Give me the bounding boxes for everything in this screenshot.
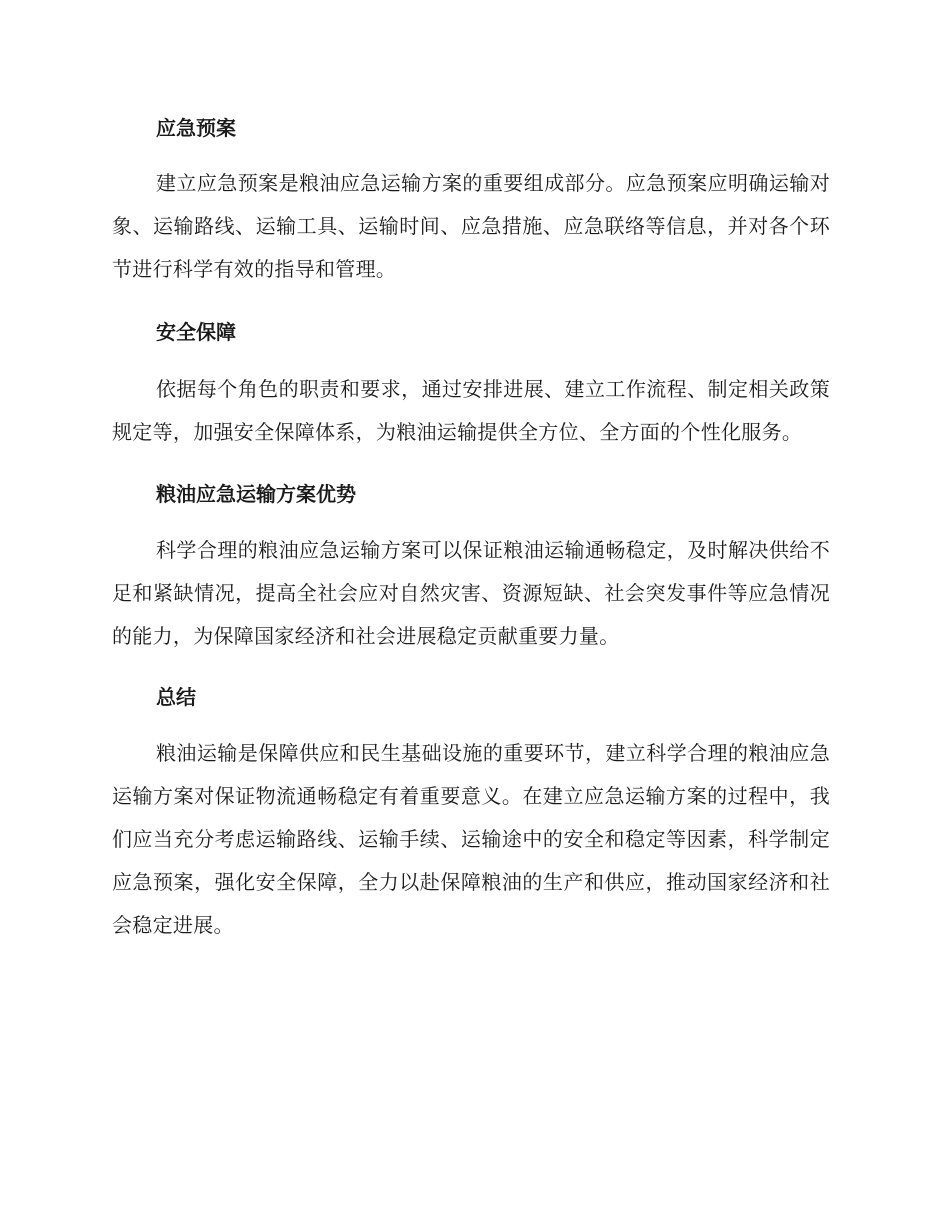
section-heading: 应急预案 bbox=[156, 116, 236, 140]
section-emergency-plan bbox=[112, 108, 830, 291]
section-advantages bbox=[112, 474, 830, 658]
section-safety-guarantee bbox=[112, 312, 830, 454]
section-heading: 安全保障 bbox=[156, 320, 236, 344]
section-paragraph: 粮油运输是保障供应和民生基础设施的重要环节，建立科学合理的粮油应急运输方案对保证物流通畅稳定有着重要意义。在建立应急运输方案的过程中，我们应当充分考虑运输路线、运输手续、运输途中的安全和稳定等因素，科学制定应急预案，强化安全保障，全力以赴保障粮油的生产和供应，推动国家经济和社会稳定进展。 bbox=[112, 741, 830, 937]
section-heading: 粮油应急运输方案优势 bbox=[156, 482, 356, 506]
document-content bbox=[112, 108, 830, 947]
section-summary bbox=[112, 677, 830, 947]
section-paragraph: 科学合理的粮油应急运输方案可以保证粮油运输通畅稳定，及时解决供给不足和紧缺情况，提高全社会应对自然灾害、资源短缺、社会突发事件等应急情况的能力，为保障国家经济和社会进展稳定贡献重要力量。 bbox=[112, 538, 830, 648]
section-paragraph: 建立应急预案是粮油应急运输方案的重要组成部分。应急预案应明确运输对象、运输路线、运输工具、运输时间、应急措施、应急联络等信息，并对各个环节进行科学有效的指导和管理。 bbox=[112, 171, 830, 281]
section-paragraph: 依据每个角色的职责和要求，通过安排进展、建立工作流程、制定相关政策规定等，加强安全保障体系，为粮油运输提供全方位、全方面的个性化服务。 bbox=[112, 377, 830, 444]
section-heading: 总结 bbox=[156, 685, 196, 709]
